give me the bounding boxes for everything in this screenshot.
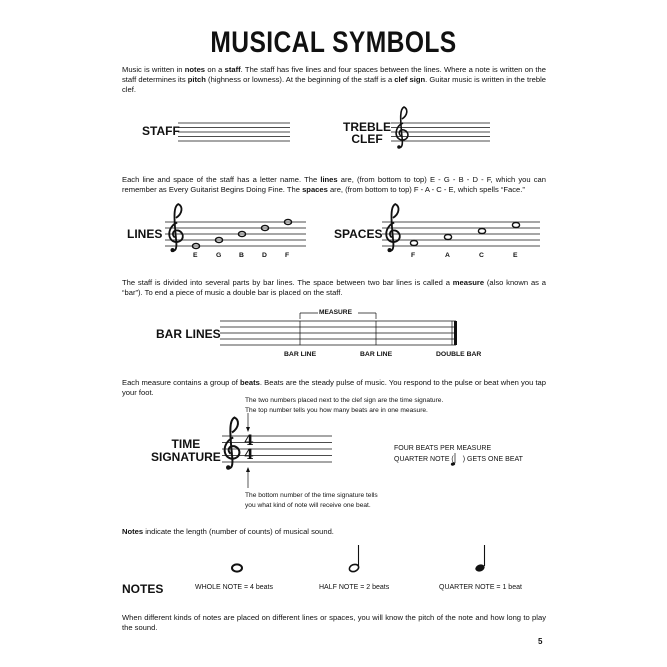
treble-clef-example: [391, 107, 490, 149]
staff-example: [178, 123, 290, 141]
spaces-staff: [382, 204, 540, 252]
bar-lines-paragraph: The staff is divided into several parts by bar lines. The space between two bar lines is called a measure (also known as a “bar”). To end a piece of music a double bar is placed on the staff.: [122, 278, 547, 297]
time-signature-top-note: The two numbers placed next to the clef sign are the time signature. The top number tells you how many beats are in one measure.: [245, 397, 444, 414]
time-signature-label: TIME SIGNATURE: [151, 437, 221, 464]
line-note-b: B: [239, 252, 244, 259]
page-title: MUSICAL SYMBOLS: [210, 26, 457, 59]
space-note-f: F: [411, 252, 416, 259]
line-note-e: E: [193, 252, 198, 259]
time-signature-staff: [222, 413, 332, 488]
time-signature-bottom: 4: [244, 447, 254, 463]
time-signature-top: 4: [244, 433, 254, 449]
page-number: 5: [538, 637, 543, 646]
notes-paragraph: Notes indicate the length (number of counts) of musical sound.: [122, 527, 334, 536]
treble-clef-icon: [396, 107, 408, 149]
spaces-label: SPACES: [334, 227, 383, 241]
note-e: [512, 223, 519, 228]
note-f: [410, 241, 417, 246]
quarter-note-caption: QUARTER NOTE = 1 beat: [439, 584, 522, 591]
lines-label: LINES: [127, 227, 163, 241]
double-bar-mark: [454, 321, 457, 345]
notes-label: NOTES: [122, 582, 164, 596]
line-note-d: D: [262, 252, 267, 259]
whole-note-caption: WHOLE NOTE = 4 beats: [195, 584, 273, 591]
lines-staff: [165, 204, 306, 252]
half-note-caption: HALF NOTE = 2 beats: [319, 584, 390, 591]
treble-clef-label: TREBLE CLEF: [343, 120, 391, 146]
bar-lines-label: BAR LINES: [156, 327, 221, 341]
space-note-c: C: [479, 252, 484, 259]
bar-lines-staff: [220, 313, 457, 345]
note-c: [478, 229, 485, 234]
note-values: [232, 453, 486, 573]
line-note-f: F: [285, 252, 290, 259]
double-bar-caption: DOUBLE BAR: [436, 351, 482, 358]
measure-label: MEASURE: [319, 309, 352, 316]
whole-note-icon: [232, 564, 242, 571]
line-note-g: G: [216, 252, 222, 259]
lines-spaces-paragraph: Each line and space of the staff has a letter name. The lines are, (from bottom to top) E - G - B - D - F, which you can remember as Every Guitarist Begins Doing Fine. The spaces are, (from bottom to top) F - A - C - E, which spells “Face.”: [122, 175, 546, 194]
final-paragraph: When different kinds of notes are placed on different lines or spaces, you will know the pitch of the note and how long to play the sound.: [122, 613, 546, 632]
time-signature-meaning: FOUR BEATS PER MEASURE QUARTER NOTE ( ) GETS ONE BEAT: [394, 445, 523, 463]
space-note-e: E: [513, 252, 518, 259]
beats-paragraph: Each measure contains a group of beats. Beats are the steady pulse of music. You respond to the pulse or beat when you tap your foot.: [122, 378, 547, 397]
bar-line-caption: BAR LINE: [360, 351, 393, 358]
staff-label: STAFF: [142, 124, 180, 138]
note-a: [444, 235, 451, 240]
space-note-a: A: [445, 252, 450, 259]
intro-paragraph: Music is written in notes on a staff. The staff has five lines and four spaces between the lines. Where a note is written on the staff determines its pitch (highness or lowness). At the beginning of the staff is a clef sign. Guitar music is written in the treble clef.: [122, 65, 546, 94]
time-signature-bottom-note: The bottom number of the time signature tells you what kind of note will receive one beat.: [245, 492, 378, 509]
bar-line-caption: BAR LINE: [284, 351, 317, 358]
